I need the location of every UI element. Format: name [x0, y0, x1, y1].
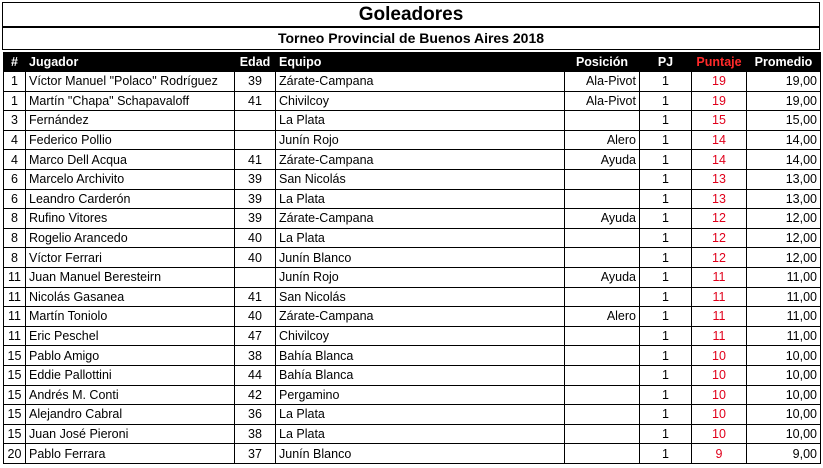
cell-player: Martín Toniolo — [26, 307, 235, 327]
cell-rank: 8 — [4, 209, 26, 229]
cell-average: 13,00 — [747, 189, 821, 209]
cell-rank: 15 — [4, 346, 26, 366]
cell-age: 44 — [235, 365, 276, 385]
col-header-player: Jugador — [26, 53, 235, 72]
cell-player: Alejandro Cabral — [26, 405, 235, 425]
cell-average: 15,00 — [747, 111, 821, 131]
cell-age: 41 — [235, 150, 276, 170]
cell-team: Bahía Blanca — [276, 365, 565, 385]
cell-average: 12,00 — [747, 228, 821, 248]
cell-points: 15 — [692, 111, 747, 131]
cell-position — [565, 228, 640, 248]
cell-points: 14 — [692, 130, 747, 150]
table-row — [4, 209, 821, 229]
cell-games: 1 — [640, 424, 692, 444]
cell-average: 11,00 — [747, 287, 821, 307]
cell-games: 1 — [640, 385, 692, 405]
cell-points: 13 — [692, 169, 747, 189]
cell-position — [565, 424, 640, 444]
cell-points: 13 — [692, 189, 747, 209]
cell-position: Ayuda — [565, 150, 640, 170]
cell-games: 1 — [640, 287, 692, 307]
table-row — [4, 189, 821, 209]
table-row — [4, 326, 821, 346]
cell-age: 41 — [235, 91, 276, 111]
table-row — [4, 385, 821, 405]
cell-player: Martín "Chapa" Schapavaloff — [26, 91, 235, 111]
cell-points: 11 — [692, 267, 747, 287]
table-row — [4, 111, 821, 131]
cell-points: 14 — [692, 150, 747, 170]
cell-rank: 8 — [4, 248, 26, 268]
cell-points: 10 — [692, 405, 747, 425]
cell-games: 1 — [640, 307, 692, 327]
cell-player: Juan José Pieroni — [26, 424, 235, 444]
table-row — [4, 405, 821, 425]
table-row — [4, 287, 821, 307]
cell-average: 11,00 — [747, 326, 821, 346]
cell-average: 14,00 — [747, 130, 821, 150]
cell-points: 19 — [692, 91, 747, 111]
cell-points: 19 — [692, 72, 747, 92]
cell-rank: 15 — [4, 385, 26, 405]
table-row — [4, 169, 821, 189]
cell-position — [565, 248, 640, 268]
cell-position — [565, 326, 640, 346]
cell-games: 1 — [640, 248, 692, 268]
cell-average: 12,00 — [747, 209, 821, 229]
col-header-games: PJ — [640, 53, 692, 72]
cell-team: Zárate-Campana — [276, 72, 565, 92]
sheet-title: Goleadores — [2, 2, 820, 27]
table-row — [4, 267, 821, 287]
cell-team: Zárate-Campana — [276, 307, 565, 327]
col-header-rank: # — [4, 53, 26, 72]
cell-team: Bahía Blanca — [276, 346, 565, 366]
cell-points: 10 — [692, 346, 747, 366]
cell-age: 40 — [235, 248, 276, 268]
cell-average: 11,00 — [747, 307, 821, 327]
cell-position — [565, 405, 640, 425]
cell-points: 12 — [692, 228, 747, 248]
cell-rank: 15 — [4, 365, 26, 385]
cell-rank: 6 — [4, 189, 26, 209]
cell-position — [565, 287, 640, 307]
cell-position — [565, 365, 640, 385]
table-row — [4, 346, 821, 366]
cell-player: Víctor Ferrari — [26, 248, 235, 268]
table-row — [4, 424, 821, 444]
cell-team: La Plata — [276, 228, 565, 248]
cell-age: 38 — [235, 424, 276, 444]
cell-games: 1 — [640, 130, 692, 150]
cell-team: Junín Blanco — [276, 248, 565, 268]
cell-points: 11 — [692, 326, 747, 346]
col-header-age: Edad — [235, 53, 276, 72]
table-row — [4, 72, 821, 92]
cell-position — [565, 444, 640, 464]
cell-games: 1 — [640, 150, 692, 170]
cell-rank: 8 — [4, 228, 26, 248]
cell-team: La Plata — [276, 189, 565, 209]
cell-points: 9 — [692, 444, 747, 464]
table-row — [4, 228, 821, 248]
cell-games: 1 — [640, 209, 692, 229]
cell-games: 1 — [640, 72, 692, 92]
cell-games: 1 — [640, 189, 692, 209]
cell-average: 9,00 — [747, 444, 821, 464]
cell-points: 10 — [692, 385, 747, 405]
cell-average: 10,00 — [747, 405, 821, 425]
cell-games: 1 — [640, 346, 692, 366]
cell-player: Rogelio Arancedo — [26, 228, 235, 248]
cell-rank: 15 — [4, 424, 26, 444]
cell-position: Alero — [565, 130, 640, 150]
cell-rank: 3 — [4, 111, 26, 131]
cell-player: Nicolás Gasanea — [26, 287, 235, 307]
cell-age: 41 — [235, 287, 276, 307]
cell-player: Andrés M. Conti — [26, 385, 235, 405]
cell-points: 10 — [692, 365, 747, 385]
cell-player: Pablo Amigo — [26, 346, 235, 366]
cell-player: Rufino Vitores — [26, 209, 235, 229]
cell-games: 1 — [640, 405, 692, 425]
cell-age: 40 — [235, 228, 276, 248]
cell-games: 1 — [640, 228, 692, 248]
cell-team: Junín Rojo — [276, 267, 565, 287]
cell-team: La Plata — [276, 405, 565, 425]
table-row — [4, 150, 821, 170]
cell-average: 10,00 — [747, 385, 821, 405]
cell-player: Marcelo Archivito — [26, 169, 235, 189]
cell-team: San Nicolás — [276, 169, 565, 189]
cell-rank: 11 — [4, 287, 26, 307]
cell-rank: 15 — [4, 405, 26, 425]
cell-team: Zárate-Campana — [276, 209, 565, 229]
cell-age — [235, 130, 276, 150]
cell-average: 10,00 — [747, 346, 821, 366]
cell-position — [565, 346, 640, 366]
cell-games: 1 — [640, 444, 692, 464]
cell-games: 1 — [640, 365, 692, 385]
table-header-row — [4, 53, 821, 72]
cell-average: 14,00 — [747, 150, 821, 170]
cell-age: 39 — [235, 72, 276, 92]
cell-position: Ala-Pivot — [565, 72, 640, 92]
cell-rank: 4 — [4, 130, 26, 150]
cell-games: 1 — [640, 326, 692, 346]
cell-average: 10,00 — [747, 424, 821, 444]
table-row — [4, 444, 821, 464]
table-row — [4, 91, 821, 111]
cell-games: 1 — [640, 111, 692, 131]
cell-team: Zárate-Campana — [276, 150, 565, 170]
cell-points: 11 — [692, 287, 747, 307]
cell-age: 42 — [235, 385, 276, 405]
cell-average: 19,00 — [747, 91, 821, 111]
cell-age — [235, 111, 276, 131]
cell-rank: 11 — [4, 307, 26, 327]
cell-age: 38 — [235, 346, 276, 366]
cell-player: Eric Peschel — [26, 326, 235, 346]
cell-age: 39 — [235, 169, 276, 189]
cell-team: Junín Rojo — [276, 130, 565, 150]
col-header-team: Equipo — [276, 53, 565, 72]
cell-average: 19,00 — [747, 72, 821, 92]
cell-player: Leandro Carderón — [26, 189, 235, 209]
cell-team: La Plata — [276, 424, 565, 444]
cell-team: Chivilcoy — [276, 326, 565, 346]
cell-rank: 11 — [4, 267, 26, 287]
cell-average: 11,00 — [747, 267, 821, 287]
cell-position: Alero — [565, 307, 640, 327]
cell-average: 12,00 — [747, 248, 821, 268]
cell-team: Chivilcoy — [276, 91, 565, 111]
cell-age: 47 — [235, 326, 276, 346]
table-row — [4, 307, 821, 327]
cell-age: 39 — [235, 209, 276, 229]
cell-player: Juan Manuel Beresteirn — [26, 267, 235, 287]
cell-average: 10,00 — [747, 365, 821, 385]
cell-player: Pablo Ferrara — [26, 444, 235, 464]
col-header-position: Posición — [565, 53, 640, 72]
cell-position — [565, 189, 640, 209]
cell-age — [235, 267, 276, 287]
cell-points: 12 — [692, 209, 747, 229]
scorers-table — [3, 52, 821, 464]
col-header-points: Puntaje — [692, 53, 747, 72]
cell-rank: 6 — [4, 169, 26, 189]
cell-rank: 4 — [4, 150, 26, 170]
cell-position: Ayuda — [565, 267, 640, 287]
cell-points: 11 — [692, 307, 747, 327]
cell-player: Eddie Pallottini — [26, 365, 235, 385]
cell-rank: 1 — [4, 91, 26, 111]
table-row — [4, 130, 821, 150]
cell-games: 1 — [640, 267, 692, 287]
cell-player: Víctor Manuel "Polaco" Rodríguez — [26, 72, 235, 92]
cell-team: San Nicolás — [276, 287, 565, 307]
cell-team: Junín Blanco — [276, 444, 565, 464]
cell-age: 40 — [235, 307, 276, 327]
cell-team: La Plata — [276, 111, 565, 131]
cell-position — [565, 111, 640, 131]
cell-position: Ala-Pivot — [565, 91, 640, 111]
cell-player: Fernández — [26, 111, 235, 131]
col-header-average: Promedio — [747, 53, 821, 72]
cell-rank: 20 — [4, 444, 26, 464]
table-row — [4, 365, 821, 385]
cell-position — [565, 169, 640, 189]
cell-rank: 11 — [4, 326, 26, 346]
cell-games: 1 — [640, 91, 692, 111]
cell-position: Ayuda — [565, 209, 640, 229]
cell-games: 1 — [640, 169, 692, 189]
table-body — [4, 72, 821, 464]
cell-player: Federico Pollio — [26, 130, 235, 150]
cell-player: Marco Dell Acqua — [26, 150, 235, 170]
cell-team: Pergamino — [276, 385, 565, 405]
cell-age: 39 — [235, 189, 276, 209]
cell-rank: 1 — [4, 72, 26, 92]
cell-points: 10 — [692, 424, 747, 444]
cell-age: 37 — [235, 444, 276, 464]
cell-position — [565, 385, 640, 405]
table-row — [4, 248, 821, 268]
sheet-subtitle: Torneo Provincial de Buenos Aires 2018 — [2, 27, 820, 50]
cell-age: 36 — [235, 405, 276, 425]
cell-average: 13,00 — [747, 169, 821, 189]
cell-points: 12 — [692, 248, 747, 268]
